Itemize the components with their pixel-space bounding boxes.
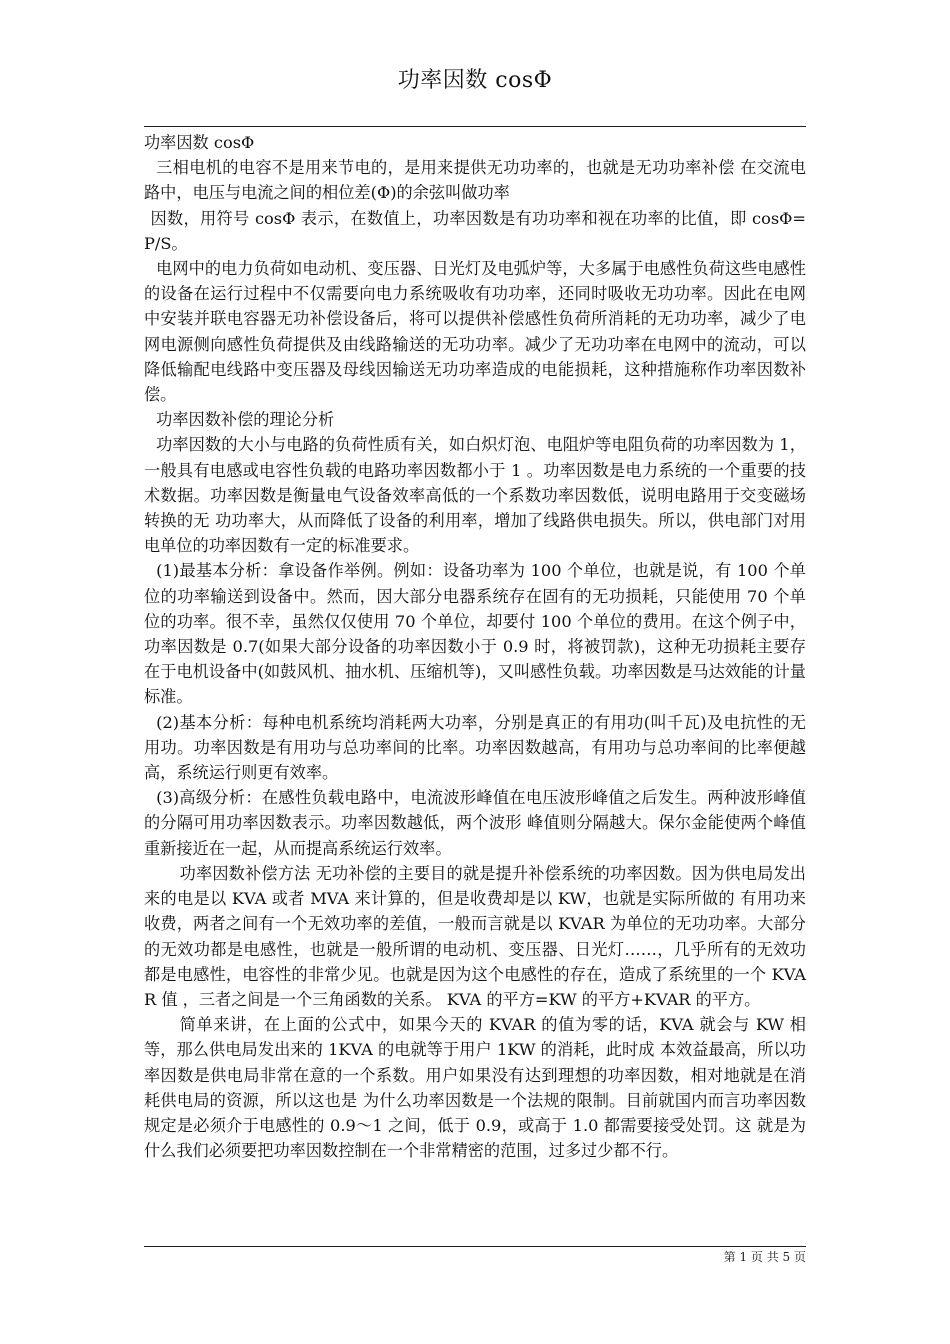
- paragraph: (2)基本分析：每种电机系统均消耗两大功率，分别是真正的有用功(叫千瓦)及电抗性的无用功。功率因数是有用功与总功率间的比率。功率因数越高，有用功与总功率间的比率便越高，系统运行则更有效率。: [144, 712, 806, 783]
- paragraph: (3)高级分析：在感性负载电路中，电流波形峰值在电压波形峰值之后发生。两种波形峰值的分隔可用功率因数表示。功率因数越低，两个波形 峰值则分隔越大。保尔金能使两个峰值重新接近在一起，从而提高系统运行效率。: [144, 788, 806, 858]
- document-body: [144, 130, 806, 1163]
- paragraph-heading: 功率因数 cosΦ: [144, 133, 255, 152]
- paragraph: 功率因数补偿方法 无功补偿的主要目的就是提升补偿系统的功率因数。因为供电局发出来的电是以 KVA 或者 MVA 来计算的，但是收费却是以 KW，也就是实际所做的 有用功来收费，两者之间有一个无效功率的差值，一般而言就是以 KVAR 为单位的无功功率。大部分的无效功都是电感性，也就是一般所谓的电动机、变压器、日光灯……，几乎所有的无效功都是电感性，电容性的非常少见。也就是因为这个电感性的存在，造成了系统里的一个 KVAR 值 ，三者之间是一个三角函数的关系。 KVA 的平方=KW 的平方+KVAR 的平方。: [144, 863, 806, 1009]
- page-title: 功率因数 cosΦ: [397, 68, 553, 93]
- footer-rule: [144, 1246, 806, 1247]
- paragraph: 功率因数的大小与电路的负荷性质有关，如白炽灯泡、电阻炉等电阻负荷的功率因数为 1，一般具有电感或电容性负载的电路功率因数都小于 1 。功率因数是电力系统的一个重要的技术数据。功率因数是衡量电气设备效率高低的一个系数功率因数低，说明电路用于交变磁场转换的无 功功率大，从而降低了设备的利用率，增加了线路供电损失。所以，供电部门对用电单位的功率因数有一定的标准要求。: [144, 435, 806, 556]
- paragraph: 三相电机的电容不是用来节电的，是用来提供无功功率的，也就是无功功率补偿 在交流电路中，电压与电流之间的相位差(Φ)的余弦叫做功率: [144, 158, 806, 203]
- paragraph: 简单来讲，在上面的公式中，如果今天的 KVAR 的值为零的话，KVA 就会与 KW 相等，那么供电局发出来的 1KVA 的电就等于用户 1KW 的消耗，此时成 本效益最高，所以功率因数是供电局非常在意的一个系数。用户如果没有达到理想的功率因数，相对地就是在消耗供电局的资源，所以这也是 为什么功率因数是一个法规的限制。目前就国内而言功率因数规定是必须介于电感性的 0.9～1 之间，低于 0.9，或高于 1.0 都需要接受处罚。这 就是为什么我们必须要把功率因数控制在一个非常精密的范围，过多过少都不行。: [144, 1015, 806, 1161]
- paragraph: 电网中的电力负荷如电动机、变压器、日光灯及电弧炉等，大多属于电感性负荷这些电感性的设备在运行过程中不仅需要向电力系统吸收有功功率，还同时吸收无功功率。因此在电网中安装并联电容器无功补偿设备后，将可以提供补偿感性负荷所消耗的无功功率，减少了电网电源侧向感性负荷提供及由线路输送的无功功率。减少了无功功率在电网中的流动，可以降低输配电线路中变压器及母线因输送无功功率造成的电能损耗，这种措施称作功率因数补偿。: [144, 259, 806, 405]
- header-rule: [144, 126, 806, 127]
- paragraph: (1)最基本分析：拿设备作举例。例如：设备功率为 100 个单位，也就是说，有 100 个单位的功率输送到设备中。然而，因大部分电器系统存在固有的无功损耗，只能使用 70 个单位的功率。很不幸，虽然仅仅使用 70 个单位，却要付 100 个单位的费用。在这个例子中，功率因数是 0.7(如果大部分设备的功率因数小于 0.9 时，将被罚款)，这种无功损耗主要存在于电机设备中(如鼓风机、抽水机、压缩机等)，又叫感性负载。功率因数是马达效能的计量标准。: [144, 561, 806, 707]
- paragraph: 因数，用符号 cosΦ 表示，在数值上，功率因数是有功功率和视在功率的比值，即 cosΦ=P/S。: [144, 208, 806, 253]
- page-number: 第 1 页 共 5 页: [723, 1250, 806, 1264]
- section-heading: 功率因数补偿的理论分析: [156, 410, 335, 430]
